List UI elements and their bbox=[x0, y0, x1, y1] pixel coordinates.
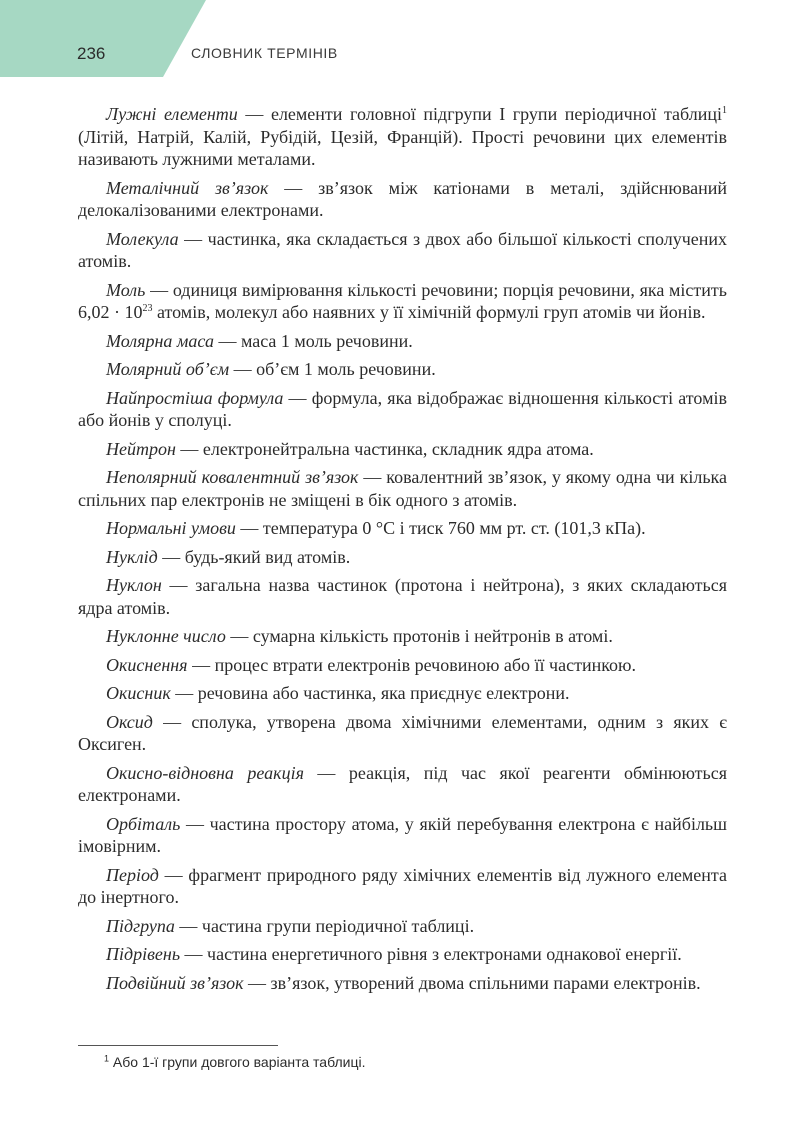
footnote-mark: 1 bbox=[104, 1053, 110, 1064]
glossary-entry bbox=[78, 279, 727, 324]
footnote-divider bbox=[78, 1045, 278, 1046]
glossary-entry bbox=[78, 103, 727, 171]
entry-term: Період bbox=[106, 864, 159, 885]
footnote bbox=[104, 1054, 366, 1070]
entry-definition-continued: атомів, молекул або наявних у її хімічній формулі груп атомів чи йонів. bbox=[152, 302, 706, 322]
glossary-entry bbox=[78, 546, 727, 569]
entry-term: Лужні елементи bbox=[106, 104, 238, 124]
entry-term: Окиснення bbox=[106, 654, 188, 675]
entry-term: Металічний зв’язок bbox=[106, 177, 269, 198]
entry-definition: — частина групи періодичної таблиці. bbox=[174, 915, 475, 936]
entry-definition: — сумарна кількість протонів і нейтронів в атомі. bbox=[225, 626, 613, 646]
entry-term: Окисник bbox=[106, 683, 171, 703]
entry-definition: — частина енергетичного рівня з електронами однакової енергії. bbox=[180, 944, 682, 964]
glossary-entry bbox=[78, 177, 727, 222]
footnote-reference: 1 bbox=[722, 105, 727, 116]
entry-term: Нуклон bbox=[106, 575, 162, 595]
entry-term: Найпростіша формула bbox=[106, 387, 284, 408]
glossary-entry bbox=[78, 438, 727, 461]
entry-definition: — елементи головної підгрупи I групи періодичної таблиці bbox=[237, 104, 722, 124]
entry-definition: — формула, яка відображає відношення кількості атомів або йонів у сполуці. bbox=[78, 387, 727, 430]
glossary-entry bbox=[78, 517, 727, 540]
entry-term: Нуклід bbox=[106, 546, 158, 567]
glossary-entry bbox=[78, 387, 727, 432]
glossary-entry bbox=[78, 654, 727, 677]
glossary-entry bbox=[78, 762, 727, 807]
entry-term: Подвійний зв’язок bbox=[106, 972, 244, 993]
glossary-entry bbox=[78, 574, 727, 619]
entry-term: Моль bbox=[106, 279, 146, 300]
entry-definition: — зв’язок, утворений двома спільними парами електронів. bbox=[243, 972, 701, 993]
entry-definition: — загальна назва частинок (протона і нейтрона), з яких складаються ядра атомів. bbox=[78, 575, 727, 618]
section-title: СЛОВНИК ТЕРМІНІВ bbox=[191, 45, 338, 61]
glossary-entry bbox=[78, 711, 727, 756]
glossary-entry bbox=[78, 915, 727, 938]
entry-definition: — сполука, утворена двома хімічними елементами, одним з яких є Оксиген. bbox=[78, 711, 727, 754]
entry-term: Нуклонне число bbox=[106, 626, 226, 646]
entry-definition: — реакція, під час якої реагенти обмінюються електронами. bbox=[78, 762, 727, 805]
entry-definition: — частинка, яка складається з двох або більшої кількості сполучених атомів. bbox=[78, 228, 727, 271]
glossary-entry bbox=[78, 358, 727, 381]
glossary-entry bbox=[78, 972, 727, 995]
entry-term: Підгрупа bbox=[106, 915, 175, 936]
entry-term: Підрівень bbox=[106, 944, 181, 964]
entry-term: Оксид bbox=[106, 711, 153, 732]
entry-term: Молярна маса bbox=[106, 330, 214, 351]
entry-definition: — будь-який вид атомів. bbox=[157, 546, 351, 567]
entry-term: Молярний об’єм bbox=[106, 359, 230, 379]
entry-definition-continued: (Літій, Натрій, Калій, Рубідій, Цезій, Францій). Прості речовини цих елементів називають лужними металами. bbox=[78, 126, 727, 169]
header-accent-tab bbox=[0, 0, 206, 77]
glossary-entry bbox=[78, 864, 727, 909]
entry-term: Нормальні умови bbox=[106, 518, 236, 538]
entry-term: Нейтрон bbox=[106, 438, 176, 459]
glossary-entry bbox=[78, 466, 727, 511]
entry-definition: — фрагмент природного ряду хімічних елементів від лужного елемента до інертного. bbox=[78, 864, 727, 907]
glossary-entry bbox=[78, 330, 727, 353]
entry-definition: — маса 1 моль речовини. bbox=[213, 330, 413, 351]
glossary-entry bbox=[78, 228, 727, 273]
entry-term: Молекула bbox=[106, 228, 179, 249]
entry-definition: — речовина або частинка, яка приєднує електрони. bbox=[170, 683, 570, 703]
entry-definition: — температура 0 °С і тиск 760 мм рт. ст. (101,3 кПа). bbox=[235, 518, 646, 538]
entry-term: Окисно-відновна реакція bbox=[106, 762, 304, 783]
entry-term: Орбіталь bbox=[106, 813, 181, 834]
page-number: 236 bbox=[77, 44, 106, 63]
entry-definition: — електронейтральна частинка, складник ядра атома. bbox=[175, 438, 594, 459]
exponent: 23 bbox=[142, 303, 153, 314]
entry-definition: — зв’язок між катіонами в металі, здійснюваний делокалізованими електронами. bbox=[78, 177, 727, 220]
entry-definition: — частина простору атома, у якій перебування електрона є найбільш імовірним. bbox=[78, 813, 727, 856]
entry-term: Неполярний ковалентний зв’язок bbox=[106, 467, 359, 487]
glossary-entry bbox=[78, 813, 727, 858]
glossary-list bbox=[78, 103, 727, 1000]
footnote-text: Або 1-ї групи довгого варіанта таблиці. bbox=[109, 1054, 366, 1070]
entry-definition: — одиниця вимірювання кількості речовини; порція речовини, яка містить 6,02 · 10 bbox=[78, 279, 727, 322]
glossary-entry bbox=[78, 682, 727, 705]
glossary-entry bbox=[78, 943, 727, 966]
entry-definition: — процес втрати електронів речовиною або її частинкою. bbox=[187, 654, 636, 675]
entry-definition: — ковалентний зв’язок, у якому одна чи кілька спільних пар електронів не зміщені в бік одного з атомів. bbox=[78, 467, 727, 510]
entry-definition: — об’єм 1 моль речовини. bbox=[229, 359, 436, 379]
glossary-entry bbox=[78, 625, 727, 648]
